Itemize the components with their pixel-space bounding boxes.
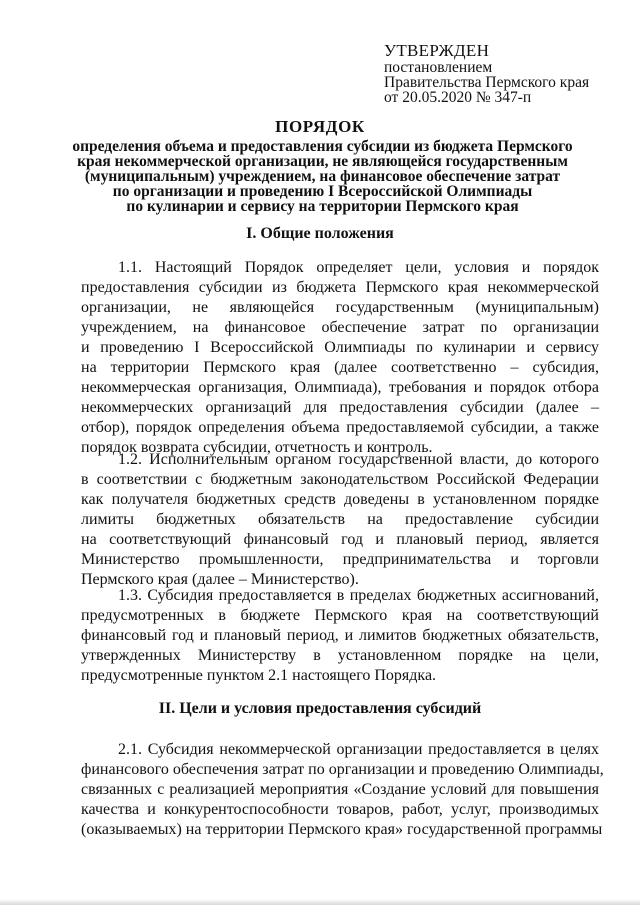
text-line: организации, не являющейся государственным (муниципальным) xyxy=(81,299,599,316)
text-line: финансового обеспечения затрат по организации и проведению Олимпиады, xyxy=(81,761,604,778)
text-line: и проведению I Всероссийской Олимпиады по кулинарии и сервису xyxy=(81,339,599,356)
text-line: лимиты бюджетных обязательств на предоставление субсидии xyxy=(81,511,599,528)
subtitle-line: (муниципальным) учреждением, на финансовое обеспечение затрат xyxy=(84,168,561,185)
text-line: предоставления субсидии из бюджета Пермского края некоммерческой xyxy=(81,279,599,296)
approval-heading: УТВЕРЖДЕН xyxy=(384,41,490,60)
subtitle-line: определения объема и предоставления субсидии из бюджета Пермского xyxy=(72,138,573,155)
approval-date: от 20.05.2020 № 347-п xyxy=(384,89,532,106)
text-line: предусмотренных в бюджете Пермского края на соответствующий xyxy=(81,607,599,624)
text-line: 2.1. Субсидия некоммерческой организации предоставляется в целях xyxy=(118,741,599,758)
subtitle-line: по кулинарии и сервису на территории Пермского края xyxy=(126,198,519,215)
document-subtitle xyxy=(60,139,585,214)
text-line: 1.2. Исполнительным органом государственной власти, до которого xyxy=(118,451,599,468)
paragraph-1-3 xyxy=(81,586,599,686)
text-line: 1.1. Настоящий Порядок определяет цели, условия и порядок xyxy=(118,259,599,276)
approval-line: Правительства Пермского края xyxy=(384,74,590,91)
text-line: связанных с реализацией мероприятия «Создание условий для повышения xyxy=(81,781,599,798)
text-line: некоммерческих организаций для предоставления субсидии (далее – xyxy=(81,399,599,416)
text-line: некоммерческая организация, Олимпиада), требования и порядок отбора xyxy=(81,379,599,396)
text-line: (оказываемых) на территории Пермского края» государственной программы xyxy=(81,821,603,838)
text-line: отбор), порядок определения объема предоставляемой субсидии, а также xyxy=(81,419,599,436)
scan-edge xyxy=(0,899,640,905)
paragraph-1-1 xyxy=(81,258,599,458)
text-line: учреждением, на финансовое обеспечение затрат по организации xyxy=(81,319,599,336)
text-line: порядок возврата субсидии, отчетность и контроль. xyxy=(81,439,433,456)
text-line: 1.3. Субсидия предоставляется в пределах бюджетных ассигнований, xyxy=(118,587,599,604)
document-title: ПОРЯДОК xyxy=(275,117,365,136)
subtitle-line: края некоммерческой организации, не являющейся государственным xyxy=(77,153,568,170)
approval-line: постановлением xyxy=(384,59,493,76)
approval-stamp xyxy=(384,42,589,105)
section-heading-goals: II. Цели и условия предоставления субсидий xyxy=(158,700,482,717)
text-line: в соответствии с бюджетным законодательством Российской Федерации xyxy=(81,471,599,488)
text-line: как получателя бюджетных средств доведены в установленном порядке xyxy=(81,491,599,508)
text-line: Министерство промышленности, предпринимательства и торговли xyxy=(81,551,599,568)
text-line: финансовый год и плановый период, и лимитов бюджетных обязательств, xyxy=(81,627,599,644)
text-line: предусмотренные пунктом 2.1 настоящего Порядка. xyxy=(81,667,437,684)
text-line: Пермского края (далее – Министерство). xyxy=(81,571,359,588)
paragraph-2-1 xyxy=(81,740,604,840)
text-line: на территории Пермского края (далее соответственно – субсидия, xyxy=(81,359,599,376)
text-line: на соответствующий финансовый год и плановый период, является xyxy=(81,531,599,548)
text-line: качества и конкурентоспособности товаров, работ, услуг, производимых xyxy=(81,801,599,818)
paragraph-1-2 xyxy=(81,450,599,590)
subtitle-line: по организации и проведению I Всероссийской Олимпиады xyxy=(112,183,533,200)
section-heading-general: I. Общие положения xyxy=(246,225,394,242)
text-line: утвержденных Министерству в установленном порядке на цели, xyxy=(81,647,599,664)
